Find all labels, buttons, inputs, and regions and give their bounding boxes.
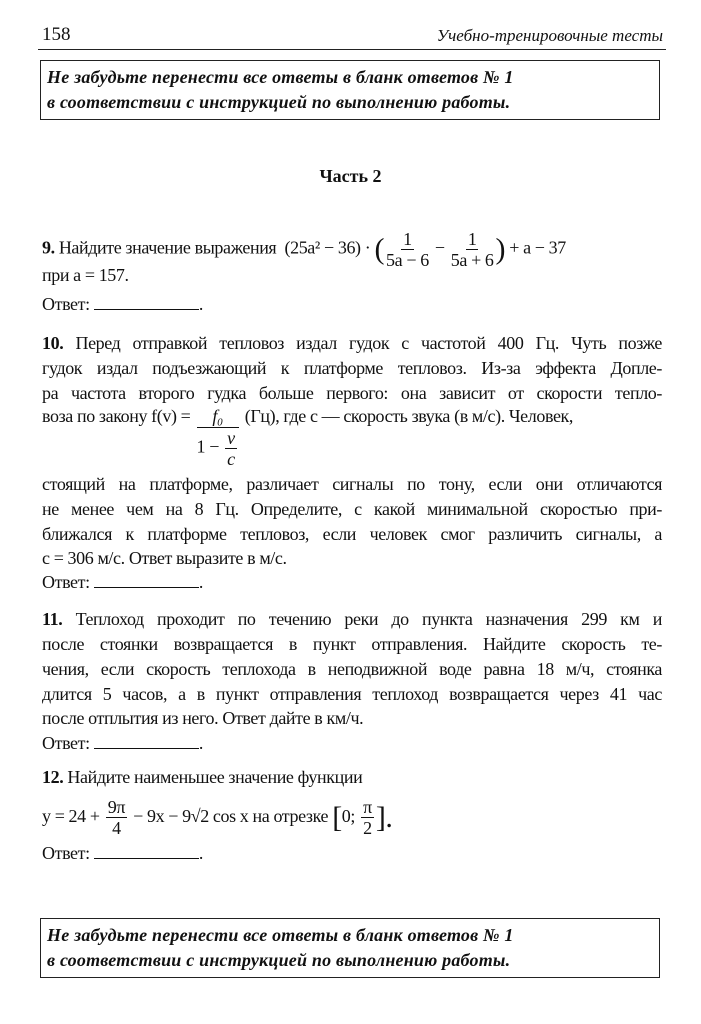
problem-10-line: c = 306 м/с. Ответ выразите в м/с. [42,548,287,568]
answer-blank[interactable] [94,573,199,588]
part-title: Часть 2 [319,166,382,186]
notice-box-bottom [40,918,660,978]
answer-blank[interactable] [94,844,199,859]
problem-11-line: чения, если скорость теплохода в неподвижной воде равна 18 м/ч, стоянка [42,659,662,679]
problem-11-line: 11. Теплоход проходит по течению реки до пункта назначения 299 км и [42,609,662,629]
notice-box-top [40,60,660,120]
problem-9-statement: 9. Найдите значение выражения (25a² − 36) · ( $\frac{1}{5a - 6}$ − $\frac{1}{5a + 6}$ ) + a − 37 [42,229,566,270]
notice-line-2: в соответствии с инструкцией по выполнению работы. [47,92,511,112]
problem-11-line: после отплытия из него. Ответ дайте в км/ч. [42,708,364,728]
answer-10: Ответ: . [42,572,203,592]
fraction: $\frac{1}{5a + 6}$ [450,229,494,270]
answer-11: Ответ: . [42,733,203,753]
notice-line-2: в соответствии с инструкцией по выполнению работы. [47,950,511,970]
problem-10-line: стоящий на платформе, различает сигналы по тону, если они отличаются [42,474,662,494]
problem-11-line: после стоянки возвращается в пункт отправления. Найдите скорость те- [42,634,662,654]
problem-10-line: ближался к платформе тепловоз, если человек смог различить сигналы, а [42,524,662,544]
problem-11-line: длится 5 часов, а в пункт отправления теплоход возвращается через 41 час [42,684,662,704]
answer-9: Ответ: . [42,294,203,314]
math: + a − 37 [509,237,566,258]
answer-blank[interactable] [94,734,199,749]
answer-12: Ответ: . [42,843,203,863]
notice-line-1: Не забудьте перенести все ответы в бланк ответов № 1 [47,67,514,87]
notice-line-1: Не забудьте перенести все ответы в бланк ответов № 1 [47,925,514,945]
problem-10-line: 10. Перед отправкой тепловоз издал гудок с частотой 400 Гц. Чуть позже [42,333,663,353]
page-number: 158 [42,24,71,45]
problem-10-line: гудок издал подъезжающий к платформе тепловоз. Из-за эффекта Допле- [42,358,662,378]
problem-10-formula-line: воза по закону f(v) = f₀ 1 − $\frac{v}{c}$ (Гц), где c — скорость звука (в м/с). Человек, [42,406,573,469]
math: (25a² − 36) · [284,237,371,258]
problem-10-line: не менее чем на 8 Гц. Определите, с какой минимальной скоростью при- [42,499,662,519]
problem-12-line: 12. Найдите наименьшее значение функции [42,767,363,787]
problem-number: 9. [42,237,55,258]
header-rule [38,49,666,50]
problem-9-line-2: при a = 157. [42,265,129,285]
answer-blank[interactable] [94,295,199,310]
problem-text: Найдите значение выражения [58,237,277,258]
problem-10-line: ра частота второго гудка больше первого: она зависит от скорости тепло- [42,383,662,403]
running-title: Учебно-тренировочные тесты [436,26,663,45]
fraction: $\frac{1}{5a - 6}$ [386,229,429,270]
problem-12-formula: y = 24 + $\frac{9\pi}{4}$ − 9x − 9√2 cos x на отрезке [0; $\frac{\pi}{2}$ ]. [42,797,393,839]
